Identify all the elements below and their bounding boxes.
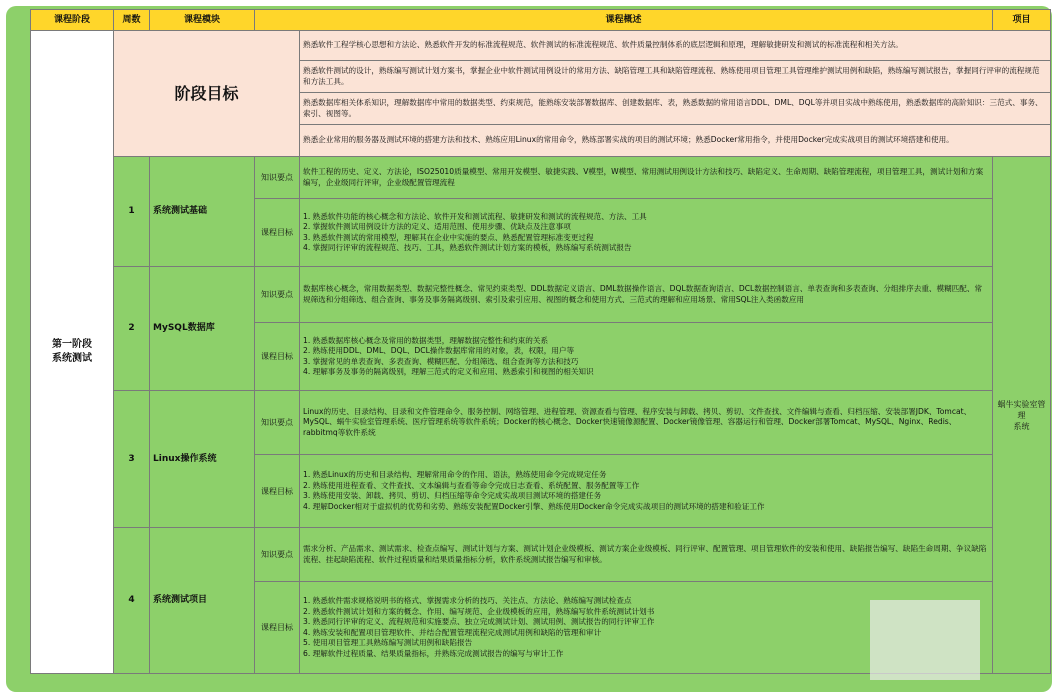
stage-goal-label: 阶段目标	[114, 31, 300, 157]
module-row	[31, 391, 1051, 455]
knowledge-label: 知识要点	[255, 391, 300, 455]
module-name: Linux操作系统	[150, 391, 255, 528]
stage-goal-item: 熟悉企业常用的服务器及测试环境的搭建方法和技术、熟练应用Linux的常用命令，熟练部署实战的项目的测试环境；熟悉Docker常用指令，并使用Docker完成实战项目的测试环境搭建和使用。	[300, 125, 1051, 157]
course-goal-item: 4. 理解事务及事务的隔离级别，理解三范式的定义和应用、熟悉索引和视图的相关知识	[303, 367, 594, 376]
module-name: 系统测试项目	[150, 528, 255, 674]
course-goal-label: 课程目标	[255, 455, 300, 528]
course-goal-item: 2. 熟练使用进程查看、文件查找、文本编辑与查看等命令完成日志查看、系统配置、服务配置等工作	[303, 480, 640, 490]
course-goal-item: 4. 掌握同行评审的流程规范、技巧、工具，熟悉软件测试计划方案的模板，熟练编写系统测试报告	[303, 243, 632, 252]
course-goal-label: 课程目标	[255, 323, 300, 391]
course-goals	[300, 455, 993, 528]
stage-cell: 第一阶段 系统测试	[31, 31, 114, 674]
course-goal-item: 3. 熟悉软件测试的常用模型，理解其在企业中实施的要点、熟悉配置管理标准变更过程	[303, 232, 594, 242]
module-row	[31, 267, 1051, 323]
module-week: 1	[114, 157, 150, 267]
header-overview: 课程概述	[255, 10, 993, 31]
course-goal-item: 2. 掌握软件测试用例设计方法的定义、适用范围、使用步骤、优缺点及注意事项	[303, 222, 571, 231]
course-goal-item: 1. 熟悉数据库核心概念及常用的数据类型，理解数据完整性和约束的关系	[303, 335, 549, 345]
knowledge-label: 知识要点	[255, 267, 300, 323]
course-goal-item: 6. 理解软件过程质量、结果质量指标，并熟练完成测试报告的编写与审计工作	[303, 648, 564, 658]
stage-goal-item: 熟悉数据库相关体系知识，理解数据库中常用的数据类型、约束规范，能熟练安装部署数据库、创建数据库、表，熟悉数据的常用语言DDL、DML、DQL等并项目实战中熟练使用，熟悉数据库的高阶知识：三范式、事务、索引、视图等。	[300, 93, 1051, 125]
course-goal-item: 2. 熟练使用DDL、DML、DQL、DCL操作数据库常用的对象，表，权限，用户等	[303, 346, 575, 355]
course-goal-item: 1. 熟悉软件功能的核心概念和方法论、软件开发和测试流程、敏捷研发和测试的流程规范、方法、工具	[303, 211, 647, 221]
stage-goal-item: 熟悉软件工程学核心思想和方法论、熟悉软件开发的标准流程规范、软件测试的标准流程规范、软件质量控制体系的底层逻辑和原理，理解敏捷研发和测试的标准流程和相关方法。	[300, 31, 1051, 61]
knowledge-points: 需求分析、产品需求、测试需求、检查点编写、测试计划与方案、测试计划企业级模板、测试方案企业级模板、同行评审、配置管理、项目管理软件的安装和使用、缺陷报告编写、缺陷生命周期、争议缺陷流程、挂起缺陷流程、软件过程质量和结果质量指标分析，软件系统测试报告编写和审核。	[300, 528, 993, 582]
knowledge-points: 数据库核心概念，常用数据类型、数据完整性概念、常见约束类型、DDL数据定义语言、DML数据操作语言、DQL数据查询语言、DCL数据控制语言、单表查询和多表查询、分组排序去重、模糊匹配、常规筛选和分组筛选、组合查询、事务及事务隔离级别、索引及索引应用、视图的概念和使用方式、三范式的理解和应用场景、常用SQL注入类函数应用	[300, 267, 993, 323]
course-goal-item: 1. 熟悉软件需求规格说明书的格式、掌握需求分析的技巧、关注点、方法论、熟练编写测试检查点	[303, 596, 632, 605]
course-goal-item: 5. 使用项目管理工具熟练编写测试用例和缺陷报告	[303, 638, 473, 647]
course-goal-item: 1. 熟悉Linux的历史和目录结构、理解常用命令的作用、语法，熟练使用命令完成规定任务	[303, 470, 607, 479]
course-goal-label: 课程目标	[255, 582, 300, 674]
header-stage: 课程阶段	[31, 10, 114, 31]
knowledge-points: Linux的历史、目录结构、目录和文件管理命令、服务控制、网络管理、进程管理、资源查看与管理、程序安装与卸载、拷贝、剪切、文件查找、文件编辑与查看、归档压缩、安装部署JDK、Tomcat、MySQL、蜗牛实验室管理系统、医疗管理系统等软件系统；Docker的核心概念、Docker快速镜像源配置、Docker镜像管理、容器运行和管理、Docker部署Tomcat、MySQL、Nginx、Redis、rabbitmq等软件系统	[300, 391, 993, 455]
blur-patch	[870, 600, 980, 680]
course-goal-label: 课程目标	[255, 199, 300, 267]
course-goal-item: 4. 理解Docker相对于虚拟机的优势和劣势、熟练安装配置Docker引擎、熟练使用Docker命令完成实战项目的测试环境的搭建和验证工作	[303, 501, 765, 511]
module-week: 3	[114, 391, 150, 528]
course-goals	[300, 199, 993, 267]
course-goal-item: 3. 熟练使用安装、卸载、拷贝、剪切、归档压缩等命令完成实战项目测试环境的搭建任务	[303, 491, 602, 500]
module-week: 2	[114, 267, 150, 391]
module-name: 系统测试基础	[150, 157, 255, 267]
course-goal-item: 4. 熟练安装和配置项目管理软件、并结合配置管理流程完成测试用例和缺陷的管理和审计	[303, 627, 602, 637]
course-goal-item: 3. 掌握常见的单表查询、多表查询、模糊匹配、分组筛选、组合查询等方法和技巧	[303, 356, 579, 366]
module-row	[31, 157, 1051, 199]
header-project: 项目	[993, 10, 1051, 31]
project-cell: 蜗牛实验室管理 系统	[993, 157, 1051, 674]
knowledge-label: 知识要点	[255, 528, 300, 582]
course-goals	[300, 323, 993, 391]
module-name: MySQL数据库	[150, 267, 255, 391]
header-module: 课程模块	[150, 10, 255, 31]
knowledge-label: 知识要点	[255, 157, 300, 199]
header-weeks: 周数	[114, 10, 150, 31]
curriculum-table	[30, 9, 1051, 674]
course-goal-item: 2. 熟悉软件测试计划和方案的概念、作用、编写规范、企业级模板的应用，熟练编写软件系统测试计划书	[303, 606, 655, 616]
module-row	[31, 528, 1051, 582]
stage-goal-item: 熟悉软件测试的设计，熟练编写测试计划方案书，掌握企业中软件测试用例设计的常用方法、缺陷管理工具和缺陷管理流程、熟练使用项目管理工具管理维护测试用例和缺陷，熟练编写测试报告，掌握同行评审的流程规范和方法工具。	[300, 61, 1051, 93]
course-goal-item: 3. 熟悉同行评审的定义、流程规范和实施要点、独立完成测试计划、测试用例、测试报告的同行评审工作	[303, 617, 655, 626]
header-row	[31, 10, 1051, 31]
module-week: 4	[114, 528, 150, 674]
goal-row	[31, 31, 1051, 61]
knowledge-points: 软件工程的历史、定义、方法论，ISO25010质量模型、常用开发模型、敏捷实践、V模型，W模型、常用测试用例设计方法和技巧、缺陷定义、生命周期、缺陷管理流程，项目管理工具，测试计划和方案编写，企业级同行评审，企业级配置管理流程	[300, 157, 993, 199]
